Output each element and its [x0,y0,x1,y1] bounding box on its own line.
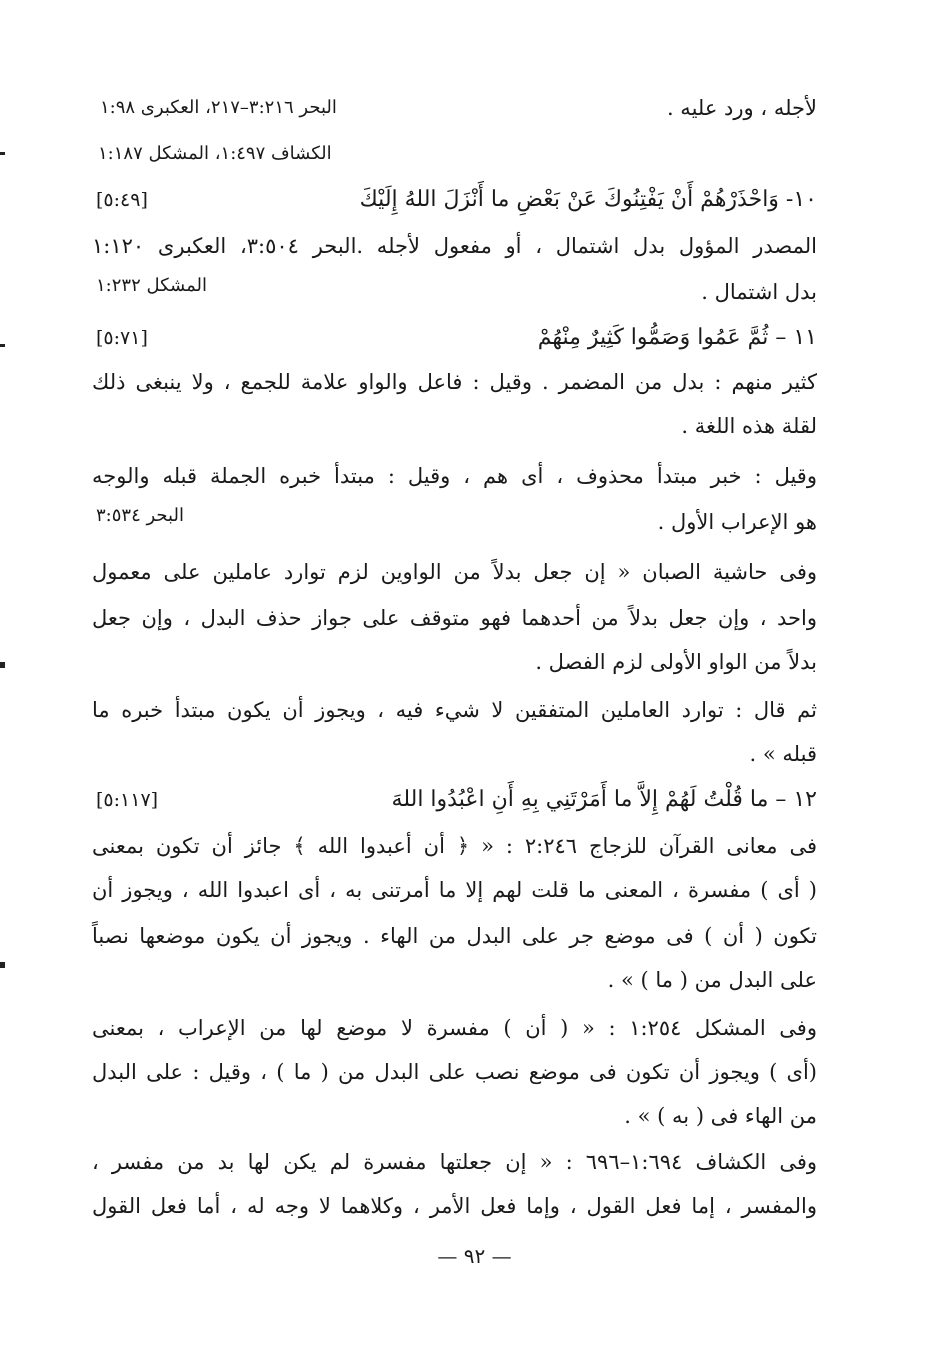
text-line: من الهاء فى ( به ) » . [624,1104,817,1128]
text-line: واحد ، وإن جعل بدلاً من أحدهما فهو متوقف على جواز حذف البدل ، وإن جعل [92,606,817,630]
verse-line: ١٢ – ما قُلْتُ لَهُمْ إِلاَّ ما أَمَرْتَنِي بِهِ أَنِ اعْبُدُوا اللهَ [391,787,817,812]
text-line: بدلاً من الواو الأولى لزم الفصل . [535,650,817,674]
text-line: بدل اشتمال . [701,280,817,304]
reference-note: البحر ٣:٥٣٤ [96,505,184,526]
text-line: كثير منهم : بدل من المضمر . وقيل : فاعل والواو علامة للجمع ، ولا ينبغى ذلك [92,370,817,394]
verse-line: ١٠- وَاحْذَرْهُمْ أَنْ يَفْتِنُوكَ عَنْ بَعْضِ ما أَنْزَلَ اللهُ إِلَيْكَ [359,187,817,212]
text-line: وقيل : خبر مبتدأ محذوف ، أى هم ، وقيل : مبتدأ خبره الجملة قبله والوجه [92,464,817,488]
text-line: ثم قال : توارد العاملين المتفقين لا شيء فيه ، ويجوز أن يكون مبتدأ خبره ما [92,698,817,722]
text-line: ( أى ) مفسرة ، المعنى ما قلت لهم إلا ما أمرتنى به ، أى اعبدوا الله ، ويجوز أن [92,878,817,902]
reference-note: المشكل ١:٢٣٢ [96,275,207,296]
text-line: على البدل من ( ما ) » . [607,968,817,992]
text-line: فى معانى القرآن للزجاج ٢:٢٤٦ : « ﴿ أن أعبدوا الله ﴾ جائز أن تكون بمعنى [92,834,817,858]
text-line: وفى الكشاف ١:٦٩٤–٦٩٦ : « إن جعلتها مفسرة لم يكن لها بد من مفسر ، [92,1150,818,1174]
text-line: لقلة هذه اللغة . [681,414,817,438]
text-line: لأجله ، ورد عليه . [666,96,817,120]
verse-reference: [٥:٧١] [96,327,148,349]
scan-mark [0,662,5,668]
text-line: (أى ) ويجوز أن تكون فى موضع نصب على البدل من ( ما ) ، وقيل : على البدل [92,1060,817,1084]
verse-line: ١١ – ثُمَّ عَمُوا وَصَمُّوا كَثِيرٌ مِنْهُمْ [537,325,817,350]
text-line: قبله » . [749,742,817,766]
text-line: تكون ( أن ) فى موضع جر على البدل من الهاء . ويجوز أن يكون موضعها نصباً [92,924,817,948]
page-number: — ٩٢ — [437,1244,512,1268]
scan-mark [0,152,5,155]
text-line: وفى المشكل ١:٢٥٤ : « ( أن ) مفسرة لا موضع لها من الإعراب ، بمعنى [92,1016,817,1040]
reference-note: الكشاف ١:٤٩٧، المشكل ١:١٨٧ [98,143,332,164]
scan-mark [0,962,5,968]
reference-note: البحر ٣:٢١٦–٢١٧، العكبرى ١:٩٨ [100,97,337,118]
text-line: المصدر المؤول بدل اشتمال ، أو مفعول لأجله .البحر ٣:٥٠٤، العكبرى ١:١٢٠ [92,234,817,258]
text-line: وفى حاشية الصبان « إن جعل بدلاً من الواوين لزم توارد عاملين على معمول [92,560,817,584]
verse-reference: [٥:١١٧] [96,789,159,811]
text-line: هو الإعراب الأول . [657,510,817,534]
verse-reference: [٥:٤٩] [96,189,148,211]
scan-mark [0,344,5,347]
text-line: والمفسر ، إما فعل القول ، وإما فعل الأمر ، وكلاهما لا وجه له ، أما فعل القول [92,1194,817,1218]
